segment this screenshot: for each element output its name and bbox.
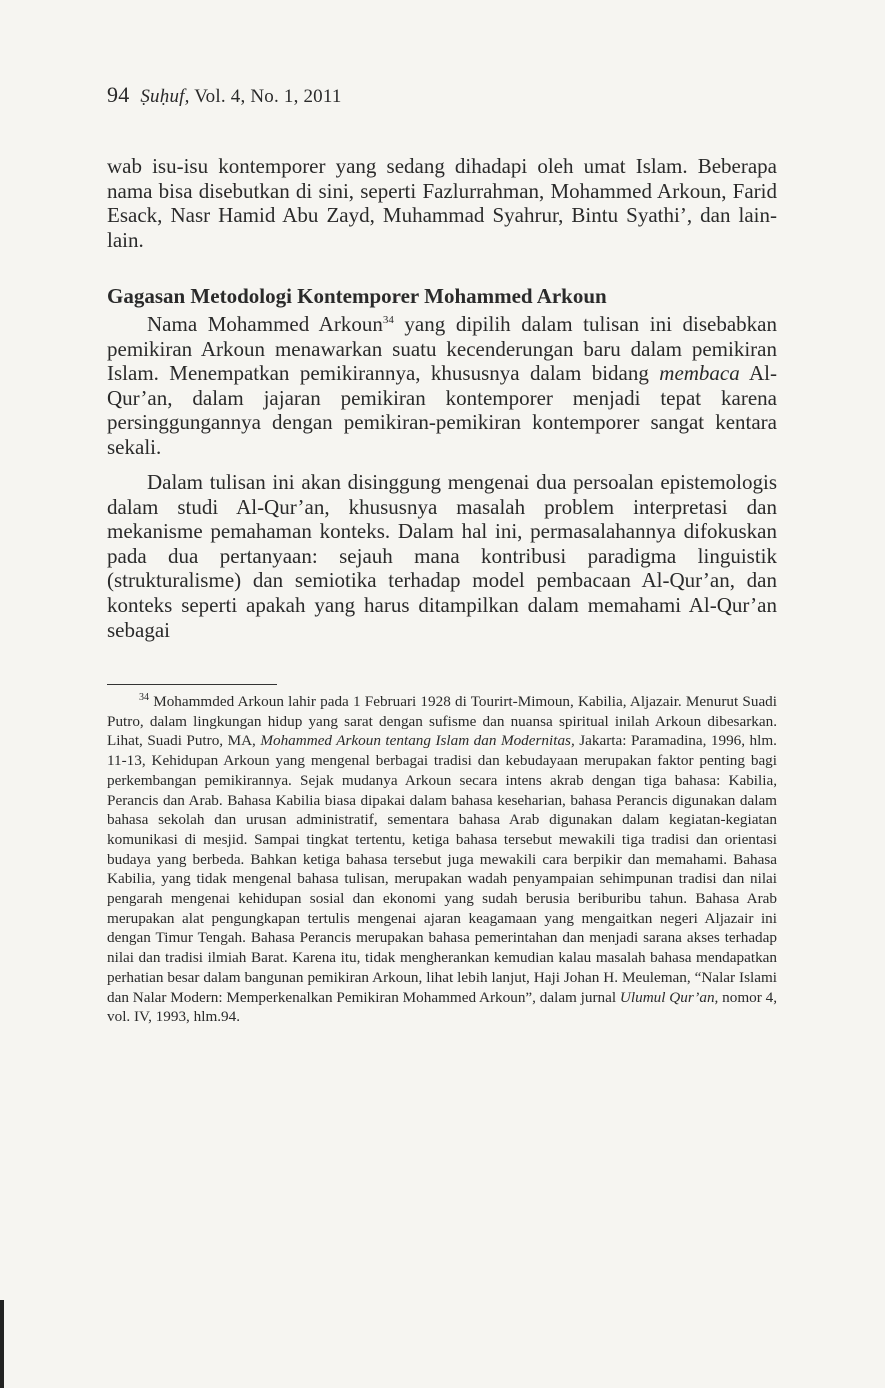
journal-volume: Vol. 4, No. 1, 2011 [194,86,342,107]
emphasized-term: membaca [659,361,740,386]
journal-name: Ṣuḥuf, [140,86,190,107]
intro-paragraph: wab isu-isu kontemporer yang sedang dihadapi oleh umat Islam. Beberapa nama bisa disebutkan di sini, seperti Fazlurrahman, Mohammed Arkoun, Farid Esack, Nasr Hamid Abu Zayd, Muhammad Syahrur, Bintu Syathi’, dan lain-lain. [107,154,777,252]
footnote-number: 34 [139,691,149,703]
cited-journal-title: Ulumul Qur’an, [619,988,719,1006]
footnote-divider [107,684,277,685]
section-paragraph-2: Dalam tulisan ini akan disinggung mengenai dua persoalan epistemologis dalam studi Al-Qur’an, khususnya masalah problem interpretasi dan mekanisme pemahaman konteks. Dalam hal ini, permasalahannya difokuskan pada dua pertanyaan: sejauh mana kontribusi paradigma linguistik (strukturalisme) dan semiotika terhadap model pembacaan Al-Qur’an, dan konteks seperti apakah yang harus ditampilkan dalam memahami Al-Qur’an sebagai [107,470,777,642]
paragraph-text: Al-Qur’an, dalam jajaran pemikiran kontemporer menjadi tepat karena persinggungannya dengan pemikiran-pemikiran kontemporer sangat kentara sekali. [107,361,777,459]
page-number: 94 [107,82,130,107]
footnote-text: Mohammded Arkoun lahir pada 1 Februari 1928 di Tourirt-Mimoun, Kabilia, Aljazair. Menurut Suadi Putro, dalam lingkungan hidup yang sarat dengan sufisme dan nuansa spiritual inilah Arkoun dibesarkan. Lihat, Suadi Putro, MA, [107,693,777,750]
footnote-text: nomor 4, vol. IV, 1993, hlm.94. [107,988,778,1026]
paragraph-text: yang dipilih dalam tulisan ini disebabkan pemikiran Arkoun menawarkan suatu kecenderungan baru dalam pemikiran Islam. Menempatkan pemikirannya, khususnya dalam bidang [107,312,778,386]
footnote-text: Jakarta: Paramadina, 1996, hlm. 11-13, Kehidupan Arkoun yang mengenal berbagai tradisi dan kebudayaan merupakan faktor penting bagi perkembangan pemikirannya. Sejak mudanya Arkoun secara intens akrab dengan tiga bahasa: Kabilia, Perancis dan Arab. Bahasa Kabilia biasa dipakai dalam bahasa keseharian, bahasa Perancis digunakan dalam bahasa sekolah dan urusan administratif, sementara bahasa Arab digunakan dalam kegiatan-kegiatan komunikasi di mesjid. Sampai tingkat tertentu, ketiga bahasa tersebut mewakili tiga tradisi dan orientasi budaya yang berbeda. Bahkan ketiga bahasa tersebut juga mewakili cara berpikir dan memahami. Bahasa Kabilia, yang tidak mengenal bahasa tulisan, merupakan wadah penyampaian sehimpunan tradisi dan nilai pengarah mengenai kehidupan sosial dan ekonomi yang sudah berusia beriburibu tahun. Bahasa Arab merupakan alat pengungkapan tertulis mengenai ajaran keagamaan yang mengaitkan negeri Aljazair ini dengan Timur Tengah. Bahasa Perancis merupakan bahasa pemerintahan dan menjadi sarana akses terhadap nilai dan tradisi ilmiah Barat. Karena itu, tidak mengherankan kemudian kalau masalah bahasa mendapatkan perhatian besar dalam bangunan pemikiran Arkoun, lihat lebih lanjut, Haji Johan H. Meuleman, “Nalar Islami dan Nalar Modern: Memperkenalkan Pemikiran Mohammed Arkoun”, dalam jurnal [107,732,777,1006]
footnote-reference[interactable]: 34 [382,314,394,326]
page-header [107,82,342,108]
paragraph-text: Nama Mohammed Arkoun [147,312,383,336]
scan-edge-mark [0,1300,4,1388]
footnote-34 [107,692,777,1027]
section-paragraph-1 [107,312,777,460]
section-heading: Gagasan Metodologi Kontemporer Mohammed Arkoun [107,284,607,308]
cited-book-title: Mohammed Arkoun tentang Islam dan Modernitas, [260,732,575,750]
